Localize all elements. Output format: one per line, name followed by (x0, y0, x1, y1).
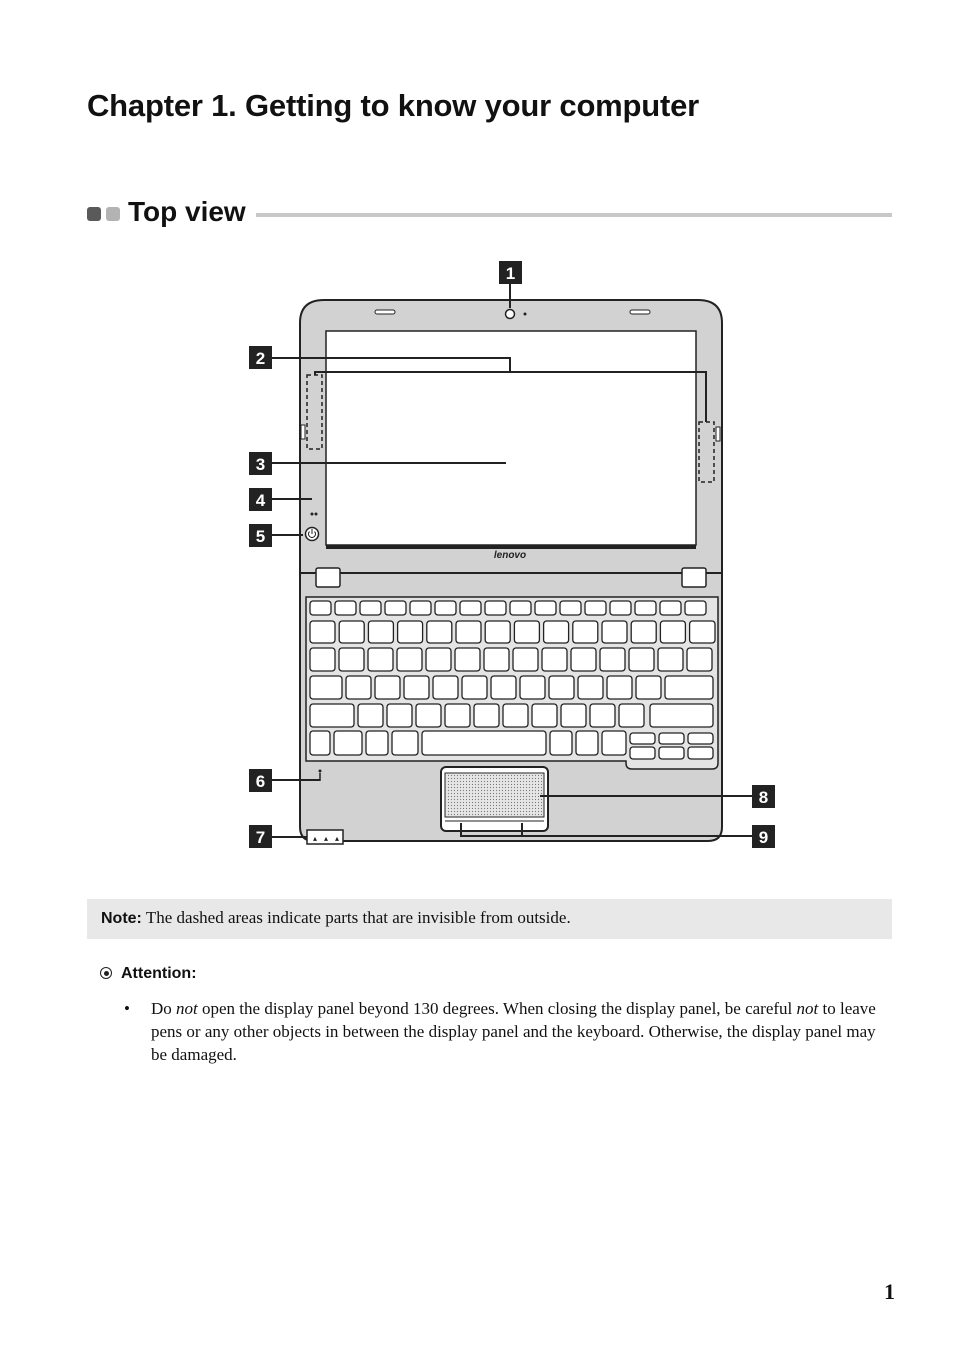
keyboard-key (687, 648, 712, 671)
svg-text:2: 2 (255, 349, 266, 368)
keyboard-key (688, 733, 713, 744)
svg-text:1: 1 (505, 264, 516, 283)
keyboard-key (665, 676, 713, 699)
keyboard-key (310, 621, 335, 643)
section-divider (256, 213, 892, 217)
keyboard-key (503, 704, 528, 727)
laptop-top-view-diagram (240, 255, 800, 855)
keyboard-key (310, 601, 331, 615)
section-title: Top view (128, 196, 246, 227)
svg-text:▴: ▴ (323, 834, 329, 843)
keyboard-key (602, 621, 627, 643)
callout-6 (249, 769, 272, 792)
chapter-title: Chapter 1. Getting to know your computer (87, 88, 700, 123)
keyboard-key (532, 704, 557, 727)
keyboard-key (659, 747, 684, 759)
keyboard-key (685, 601, 706, 615)
svg-text:▴: ▴ (334, 834, 340, 843)
keyboard-key (514, 621, 539, 643)
keyboard-key (688, 747, 713, 759)
keyboard-key (629, 648, 654, 671)
svg-text:▴: ▴ (312, 834, 318, 843)
keyboard-key (334, 731, 362, 755)
keyboard-key (360, 601, 381, 615)
keyboard-key (550, 731, 572, 755)
keyboard-key (571, 648, 596, 671)
keyboard-key (416, 704, 441, 727)
svg-text:7: 7 (255, 828, 266, 847)
keyboard-key (339, 621, 364, 643)
attention-bullet: • Do not open the display panel beyond 130 degrees. When closing the display panel, be careful not to leave pens or any other objects in between the display panel and the keyboard. Otherwise, the display panel may be damaged. (100, 997, 890, 1066)
camera-icon (506, 310, 515, 319)
callout-7 (249, 825, 272, 848)
keyboard-key (433, 676, 458, 699)
keyboard-key (650, 704, 713, 727)
keyboard-key (427, 621, 452, 643)
svg-text:9: 9 (758, 828, 769, 847)
keyboard-key (542, 648, 567, 671)
keyboard-key (561, 704, 586, 727)
note-text: The dashed areas indicate parts that are invisible from outside. (145, 908, 571, 927)
keyboard-key (335, 601, 356, 615)
keyboard-key (619, 704, 644, 727)
keyboard-key (636, 676, 661, 699)
keyboard-key (660, 601, 681, 615)
keyboard-key (392, 731, 418, 755)
keyboard-key (549, 676, 574, 699)
keyboard-key (368, 648, 393, 671)
keyboard-key (658, 648, 683, 671)
keyboard-key (358, 704, 383, 727)
keyboard-key (578, 676, 603, 699)
keyboard-key (635, 601, 656, 615)
svg-text:4: 4 (255, 491, 266, 510)
keyboard-key (462, 676, 487, 699)
keyboard-key (610, 601, 631, 615)
keyboard-key (544, 621, 569, 643)
keyboard-key (576, 731, 598, 755)
keyboard-key (602, 731, 626, 755)
keyboard-key (485, 601, 506, 615)
callout-1 (499, 261, 522, 284)
keyboard-key (630, 733, 655, 744)
keyboard-key (520, 676, 545, 699)
keyboard-key (375, 676, 400, 699)
keyboard-key (485, 621, 510, 643)
keyboard-key (535, 601, 556, 615)
keyboard-key (346, 676, 371, 699)
attention-header (100, 965, 890, 987)
callout-3 (249, 452, 272, 475)
callout-8 (752, 785, 775, 808)
svg-text:5: 5 (255, 527, 266, 546)
keyboard-key (339, 648, 364, 671)
section-header (87, 196, 892, 232)
keyboard-key (410, 601, 431, 615)
keyboard-key (368, 621, 393, 643)
keyboard-key (455, 648, 480, 671)
note-box (87, 899, 892, 939)
keyboard-key (445, 704, 470, 727)
keyboard-key (560, 601, 581, 615)
keyboard-key (435, 601, 456, 615)
keyboard-key (460, 601, 481, 615)
keyboard-key (607, 676, 632, 699)
keyboard-key (310, 648, 335, 671)
keyboard-key (474, 704, 499, 727)
callout-5 (249, 524, 272, 547)
keyboard-key (585, 601, 606, 615)
attention-list (100, 997, 890, 1066)
keyboard-key (310, 676, 342, 699)
section-square-light-icon (106, 207, 120, 221)
keyboard-key (510, 601, 531, 615)
keyboard-key (573, 621, 598, 643)
keyboard-key (660, 621, 685, 643)
keyboard-key (484, 648, 509, 671)
section-square-dark-icon (87, 207, 101, 221)
keyboard-key (387, 704, 412, 727)
keyboard-key (397, 648, 422, 671)
keyboard-key (310, 731, 330, 755)
keyboard-key (404, 676, 429, 699)
callout-4 (249, 488, 272, 511)
svg-text:8: 8 (758, 788, 769, 807)
keyboard-key (310, 704, 354, 727)
keyboard-key (366, 731, 388, 755)
attention-label: Attention: (121, 965, 197, 982)
display-bezel-bottom (326, 545, 696, 549)
keyboard-key (385, 601, 406, 615)
keyboard-key (491, 676, 516, 699)
keyboard-key (422, 731, 546, 755)
svg-text:6: 6 (255, 772, 266, 791)
keyboard-key (398, 621, 423, 643)
keyboard-key (590, 704, 615, 727)
callout-2 (249, 346, 272, 369)
keyboard-key (513, 648, 538, 671)
keyboard-key (630, 747, 655, 759)
brand-logo: lenovo (493, 550, 527, 561)
keyboard-key (426, 648, 451, 671)
callout-9 (752, 825, 775, 848)
keyboard-key (600, 648, 625, 671)
keyboard-key (659, 733, 684, 744)
keyboard-key (690, 621, 715, 643)
attention-section (100, 965, 890, 1066)
note-label: Note: (101, 910, 142, 927)
keyboard-key (631, 621, 656, 643)
svg-text:3: 3 (255, 455, 266, 474)
keyboard-key (456, 621, 481, 643)
page-number: 1 (884, 1279, 895, 1304)
attention-icon (100, 967, 112, 979)
